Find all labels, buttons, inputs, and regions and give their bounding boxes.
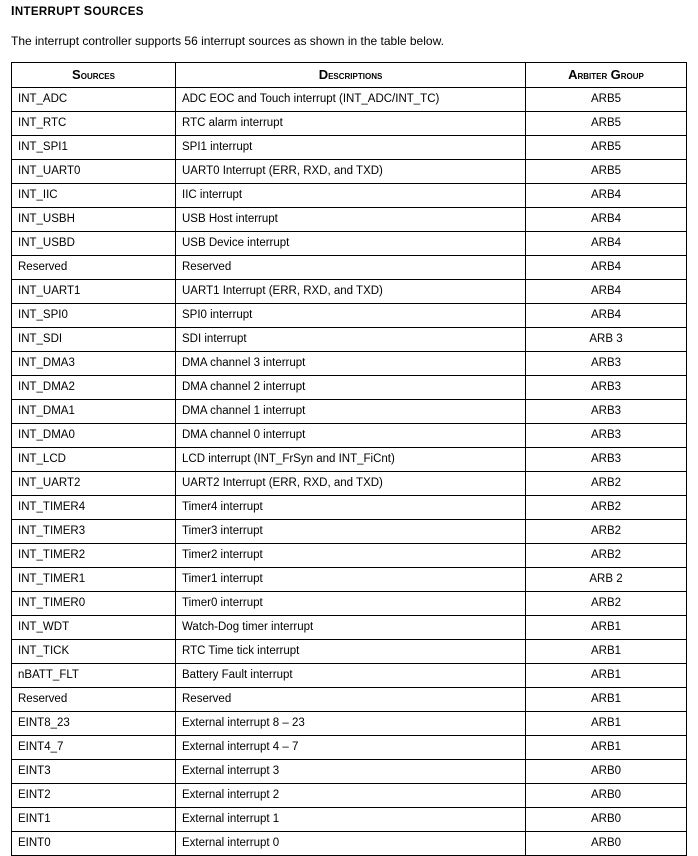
table-row bbox=[12, 592, 687, 616]
cell-description: Timer2 interrupt bbox=[176, 544, 526, 568]
cell-arbiter-group: ARB1 bbox=[526, 712, 687, 736]
cell-source: INT_SDI bbox=[12, 328, 176, 352]
table-row bbox=[12, 808, 687, 832]
cell-description: External interrupt 8 – 23 bbox=[176, 712, 526, 736]
cell-arbiter-group: ARB1 bbox=[526, 616, 687, 640]
table-row bbox=[12, 256, 687, 280]
cell-description: Watch-Dog timer interrupt bbox=[176, 616, 526, 640]
cell-arbiter-group: ARB 3 bbox=[526, 328, 687, 352]
cell-source: INT_DMA2 bbox=[12, 376, 176, 400]
cell-description: Reserved bbox=[176, 256, 526, 280]
table-row bbox=[12, 568, 687, 592]
cell-description: Battery Fault interrupt bbox=[176, 664, 526, 688]
table-row bbox=[12, 472, 687, 496]
cell-description: Timer1 interrupt bbox=[176, 568, 526, 592]
page-title-rest-2: OURCES bbox=[92, 6, 144, 18]
cell-arbiter-group: ARB4 bbox=[526, 280, 687, 304]
table-row bbox=[12, 496, 687, 520]
table-row bbox=[12, 232, 687, 256]
table-row bbox=[12, 688, 687, 712]
cell-arbiter-group: ARB2 bbox=[526, 472, 687, 496]
table-header-row bbox=[12, 63, 687, 88]
page-title bbox=[11, 4, 144, 20]
cell-source: Reserved bbox=[12, 688, 176, 712]
table-row bbox=[12, 160, 687, 184]
cell-source: EINT4_7 bbox=[12, 736, 176, 760]
cell-description: USB Host interrupt bbox=[176, 208, 526, 232]
cell-source: INT_TIMER1 bbox=[12, 568, 176, 592]
table-row bbox=[12, 400, 687, 424]
cell-description: SPI0 interrupt bbox=[176, 304, 526, 328]
cell-description: External interrupt 3 bbox=[176, 760, 526, 784]
cell-description: DMA channel 0 interrupt bbox=[176, 424, 526, 448]
cell-source: EINT0 bbox=[12, 832, 176, 856]
cell-arbiter-group: ARB1 bbox=[526, 688, 687, 712]
cell-arbiter-group: ARB 2 bbox=[526, 568, 687, 592]
cell-arbiter-group: ARB4 bbox=[526, 184, 687, 208]
cell-source: INT_USBH bbox=[12, 208, 176, 232]
cell-arbiter-group: ARB0 bbox=[526, 784, 687, 808]
cell-arbiter-group: ARB4 bbox=[526, 304, 687, 328]
table-row bbox=[12, 736, 687, 760]
cell-arbiter-group: ARB1 bbox=[526, 640, 687, 664]
cell-source: INT_TIMER2 bbox=[12, 544, 176, 568]
table-row bbox=[12, 832, 687, 856]
page-title-initial-2: S bbox=[83, 4, 93, 18]
cell-source: INT_TICK bbox=[12, 640, 176, 664]
cell-source: INT_SPI0 bbox=[12, 304, 176, 328]
cell-arbiter-group: ARB1 bbox=[526, 664, 687, 688]
cell-description: External interrupt 4 – 7 bbox=[176, 736, 526, 760]
column-header-descriptions-initial: D bbox=[318, 67, 329, 82]
cell-description: LCD interrupt (INT_FrSyn and INT_FiCnt) bbox=[176, 448, 526, 472]
table-row bbox=[12, 424, 687, 448]
column-header-sources bbox=[12, 63, 176, 88]
table-row bbox=[12, 760, 687, 784]
cell-description: USB Device interrupt bbox=[176, 232, 526, 256]
table-row bbox=[12, 208, 687, 232]
cell-description: External interrupt 0 bbox=[176, 832, 526, 856]
cell-arbiter-group: ARB3 bbox=[526, 448, 687, 472]
table-row bbox=[12, 712, 687, 736]
table-row bbox=[12, 280, 687, 304]
table-row bbox=[12, 184, 687, 208]
table-row bbox=[12, 304, 687, 328]
cell-source: INT_UART1 bbox=[12, 280, 176, 304]
cell-source: INT_IIC bbox=[12, 184, 176, 208]
cell-arbiter-group: ARB3 bbox=[526, 424, 687, 448]
cell-description: ADC EOC and Touch interrupt (INT_ADC/INT_TC) bbox=[176, 88, 526, 112]
table-row bbox=[12, 112, 687, 136]
cell-arbiter-group: ARB3 bbox=[526, 376, 687, 400]
interrupt-sources-table bbox=[11, 62, 687, 856]
table-row bbox=[12, 784, 687, 808]
cell-source: EINT3 bbox=[12, 760, 176, 784]
cell-source: INT_RTC bbox=[12, 112, 176, 136]
cell-arbiter-group: ARB4 bbox=[526, 208, 687, 232]
column-header-descriptions bbox=[176, 63, 526, 88]
cell-description: UART2 Interrupt (ERR, RXD, and TXD) bbox=[176, 472, 526, 496]
cell-source: INT_TIMER0 bbox=[12, 592, 176, 616]
column-header-sources-rest: ources bbox=[80, 68, 115, 82]
cell-arbiter-group: ARB2 bbox=[526, 592, 687, 616]
cell-source: INT_DMA0 bbox=[12, 424, 176, 448]
cell-description: UART0 Interrupt (ERR, RXD, and TXD) bbox=[176, 160, 526, 184]
cell-description: IIC interrupt bbox=[176, 184, 526, 208]
table-row bbox=[12, 664, 687, 688]
cell-arbiter-group: ARB5 bbox=[526, 112, 687, 136]
cell-source: Reserved bbox=[12, 256, 176, 280]
cell-source: INT_TIMER4 bbox=[12, 496, 176, 520]
table-row bbox=[12, 520, 687, 544]
cell-arbiter-group: ARB1 bbox=[526, 736, 687, 760]
cell-description: External interrupt 2 bbox=[176, 784, 526, 808]
table-row bbox=[12, 616, 687, 640]
cell-description: Reserved bbox=[176, 688, 526, 712]
cell-source: INT_WDT bbox=[12, 616, 176, 640]
table-header bbox=[12, 63, 687, 88]
column-header-descriptions-rest: escriptions bbox=[328, 68, 383, 82]
column-header-sources-initial: S bbox=[72, 67, 81, 82]
column-header-arbiter-initial: A bbox=[568, 67, 578, 82]
intro-paragraph: The interrupt controller supports 56 interrupt sources as shown in the table below. bbox=[11, 34, 444, 48]
cell-arbiter-group: ARB5 bbox=[526, 136, 687, 160]
cell-source: INT_UART0 bbox=[12, 160, 176, 184]
cell-description: RTC Time tick interrupt bbox=[176, 640, 526, 664]
cell-source: INT_LCD bbox=[12, 448, 176, 472]
table-body bbox=[12, 88, 687, 856]
cell-description: DMA channel 1 interrupt bbox=[176, 400, 526, 424]
cell-description: SDI interrupt bbox=[176, 328, 526, 352]
cell-arbiter-group: ARB3 bbox=[526, 400, 687, 424]
table-row bbox=[12, 448, 687, 472]
page-title-rest-1: NTERRUPT bbox=[14, 6, 81, 18]
table-row bbox=[12, 376, 687, 400]
cell-arbiter-group: ARB2 bbox=[526, 520, 687, 544]
column-header-group-rest: roup bbox=[620, 68, 644, 82]
cell-description: DMA channel 2 interrupt bbox=[176, 376, 526, 400]
cell-source: INT_UART2 bbox=[12, 472, 176, 496]
cell-description: External interrupt 1 bbox=[176, 808, 526, 832]
column-header-arbiter-group bbox=[526, 63, 687, 88]
cell-description: UART1 Interrupt (ERR, RXD, and TXD) bbox=[176, 280, 526, 304]
cell-arbiter-group: ARB0 bbox=[526, 808, 687, 832]
cell-source: EINT8_23 bbox=[12, 712, 176, 736]
cell-source: INT_ADC bbox=[12, 88, 176, 112]
column-header-arbiter-rest: rbiter bbox=[577, 68, 611, 82]
cell-description: DMA channel 3 interrupt bbox=[176, 352, 526, 376]
cell-arbiter-group: ARB5 bbox=[526, 88, 687, 112]
cell-source: INT_DMA1 bbox=[12, 400, 176, 424]
cell-source: EINT1 bbox=[12, 808, 176, 832]
cell-description: SPI1 interrupt bbox=[176, 136, 526, 160]
table-row bbox=[12, 640, 687, 664]
cell-source: nBATT_FLT bbox=[12, 664, 176, 688]
cell-source: INT_SPI1 bbox=[12, 136, 176, 160]
table-row bbox=[12, 88, 687, 112]
table-row bbox=[12, 544, 687, 568]
cell-description: Timer0 interrupt bbox=[176, 592, 526, 616]
cell-arbiter-group: ARB4 bbox=[526, 232, 687, 256]
page-title-initial-1: I bbox=[11, 4, 15, 18]
table-row bbox=[12, 136, 687, 160]
cell-description: RTC alarm interrupt bbox=[176, 112, 526, 136]
cell-arbiter-group: ARB2 bbox=[526, 544, 687, 568]
cell-arbiter-group: ARB0 bbox=[526, 760, 687, 784]
table-row bbox=[12, 352, 687, 376]
cell-arbiter-group: ARB4 bbox=[526, 256, 687, 280]
cell-arbiter-group: ARB0 bbox=[526, 832, 687, 856]
column-header-group-initial: G bbox=[610, 67, 621, 82]
cell-source: EINT2 bbox=[12, 784, 176, 808]
cell-source: INT_DMA3 bbox=[12, 352, 176, 376]
cell-arbiter-group: ARB5 bbox=[526, 160, 687, 184]
cell-arbiter-group: ARB2 bbox=[526, 496, 687, 520]
cell-description: Timer4 interrupt bbox=[176, 496, 526, 520]
cell-source: INT_USBD bbox=[12, 232, 176, 256]
cell-description: Timer3 interrupt bbox=[176, 520, 526, 544]
cell-source: INT_TIMER3 bbox=[12, 520, 176, 544]
table-row bbox=[12, 328, 687, 352]
cell-arbiter-group: ARB3 bbox=[526, 352, 687, 376]
